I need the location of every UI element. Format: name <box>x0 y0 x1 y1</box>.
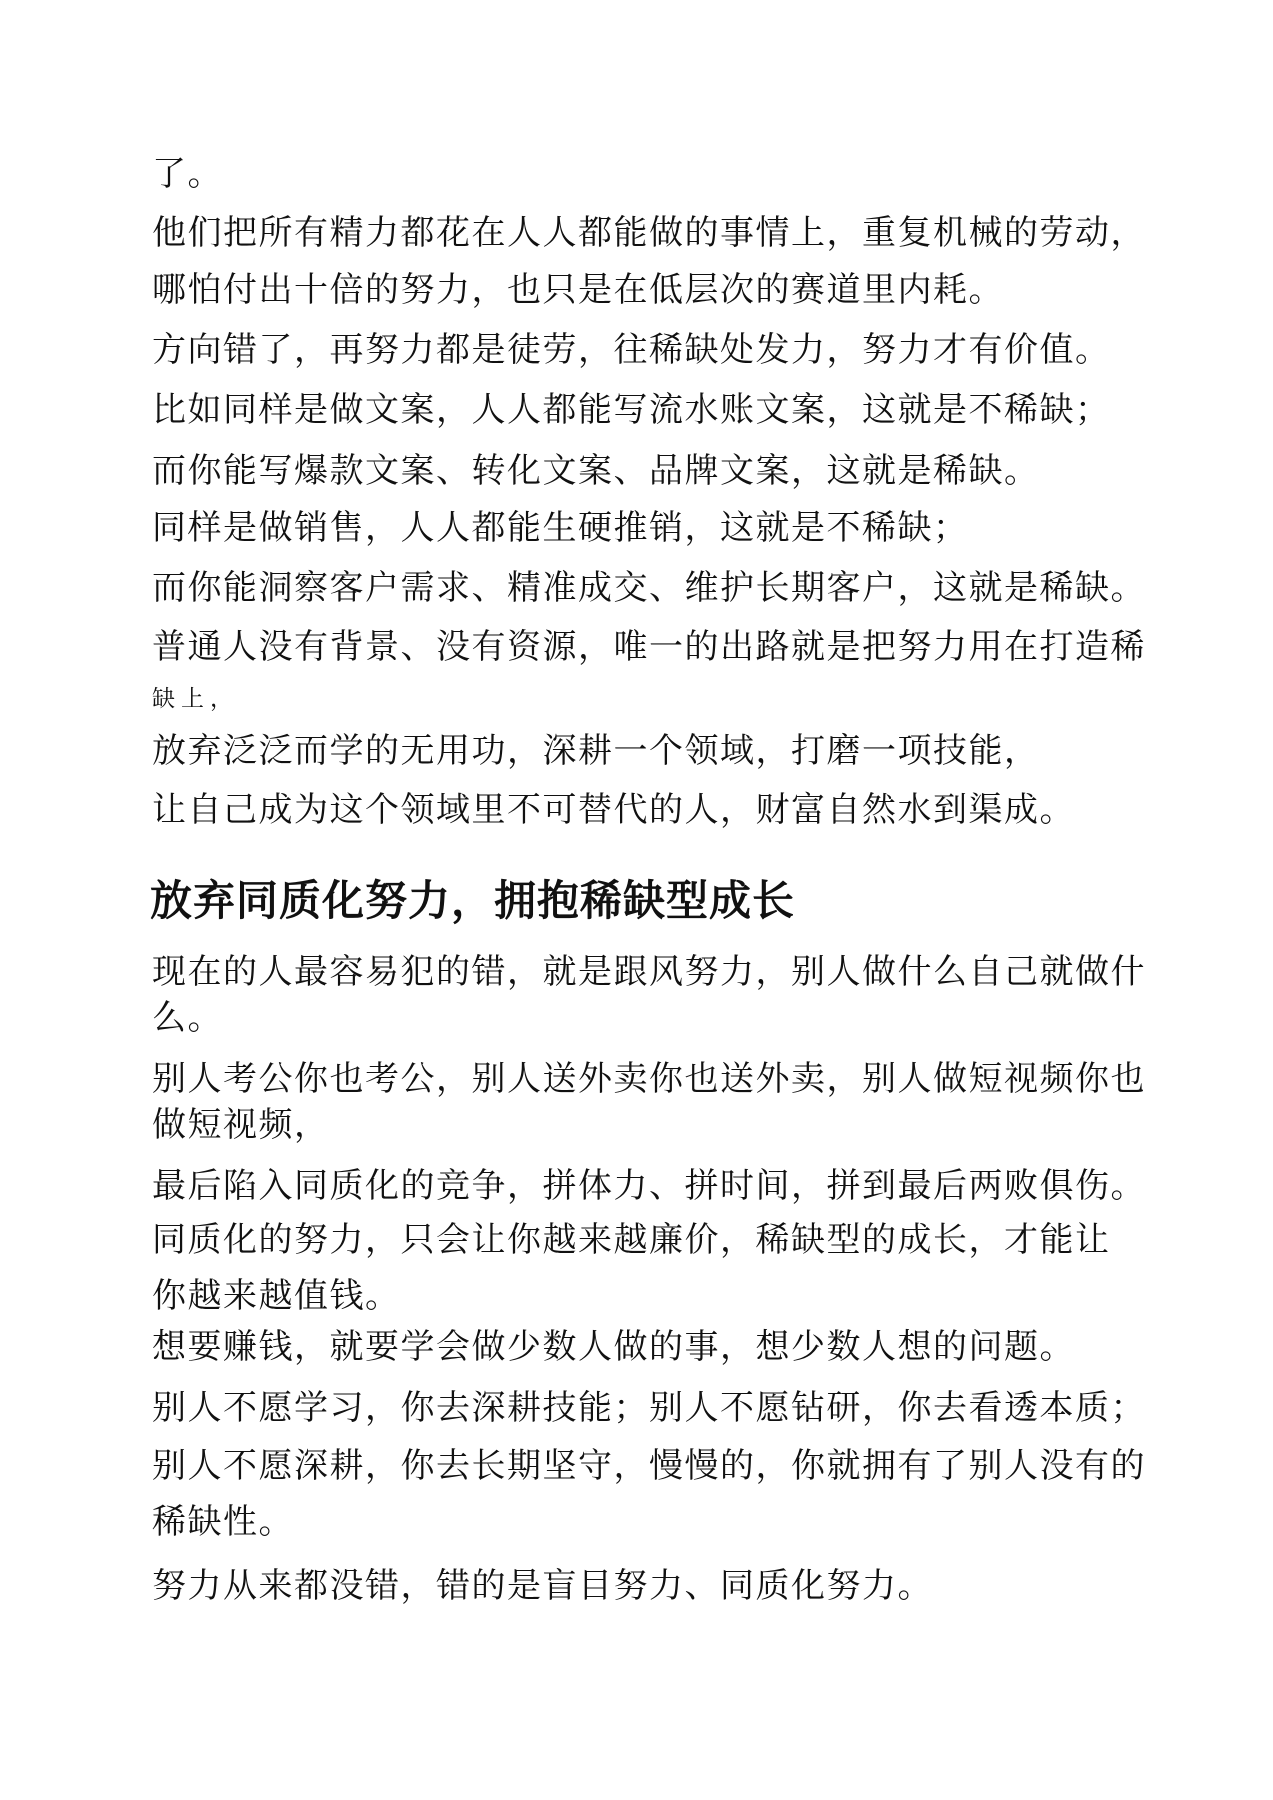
paragraph-line: 别人不愿学习，你去深耕技能；别人不愿钻研，你去看透本质； <box>152 1388 1146 1428</box>
paragraph-line: 现在的人最容易犯的错，就是跟风努力，别人做什么自己就做什 <box>152 952 1146 992</box>
paragraph-line: 让自己成为这个领域里不可替代的人，财富自然水到渠成。 <box>152 790 1075 830</box>
paragraph-line: 他们把所有精力都花在人人都能做的事情上，重复机械的劳动， <box>152 213 1146 253</box>
paragraph-line: 想要赚钱，就要学会做少数人做的事，想少数人想的问题。 <box>152 1327 1075 1367</box>
section-heading: 放弃同质化努力，拥抱稀缺型成长 <box>150 876 796 925</box>
paragraph-line: 缺上， <box>152 686 239 712</box>
paragraph-line: 比如同样是做文案，人人都能写流水账文案，这就是不稀缺； <box>152 390 1111 430</box>
paragraph-line: 努力从来都没错，错的是盲目努力、同质化努力。 <box>152 1566 933 1606</box>
paragraph-line: 同样是做销售，人人都能生硬推销，这就是不稀缺； <box>152 508 969 548</box>
paragraph-line: 最后陷入同质化的竞争，拼体力、拼时间，拼到最后两败俱伤。 <box>152 1166 1146 1206</box>
paragraph-line: 方向错了，再努力都是徒劳，往稀缺处发力，努力才有价值。 <box>152 330 1111 370</box>
paragraph-line: 别人不愿深耕，你去长期坚守，慢慢的，你就拥有了别人没有的 <box>152 1446 1146 1486</box>
paragraph-line: 稀缺性。 <box>152 1502 294 1542</box>
paragraph-line: 普通人没有背景、没有资源，唯一的出路就是把努力用在打造稀 <box>152 627 1146 667</box>
paragraph-line: 而你能洞察客户需求、精准成交、维护长期客户，这就是稀缺。 <box>152 568 1146 608</box>
paragraph-line: 你越来越值钱。 <box>152 1276 401 1316</box>
paragraph-line: 而你能写爆款文案、转化文案、品牌文案，这就是稀缺。 <box>152 451 1040 491</box>
paragraph-line: 哪怕付出十倍的努力，也只是在低层次的赛道里内耗。 <box>152 270 1004 310</box>
paragraph-line: 做短视频， <box>152 1105 330 1145</box>
paragraph-line: 么。 <box>152 998 223 1038</box>
paragraph-line: 别人考公你也考公，别人送外卖你也送外卖，别人做短视频你也 <box>152 1059 1146 1099</box>
paragraph-line: 同质化的努力，只会让你越来越廉价，稀缺型的成长，才能让 <box>152 1220 1111 1260</box>
paragraph-line: 了。 <box>152 154 223 194</box>
paragraph-line: 放弃泛泛而学的无用功，深耕一个领域，打磨一项技能， <box>152 731 1040 771</box>
